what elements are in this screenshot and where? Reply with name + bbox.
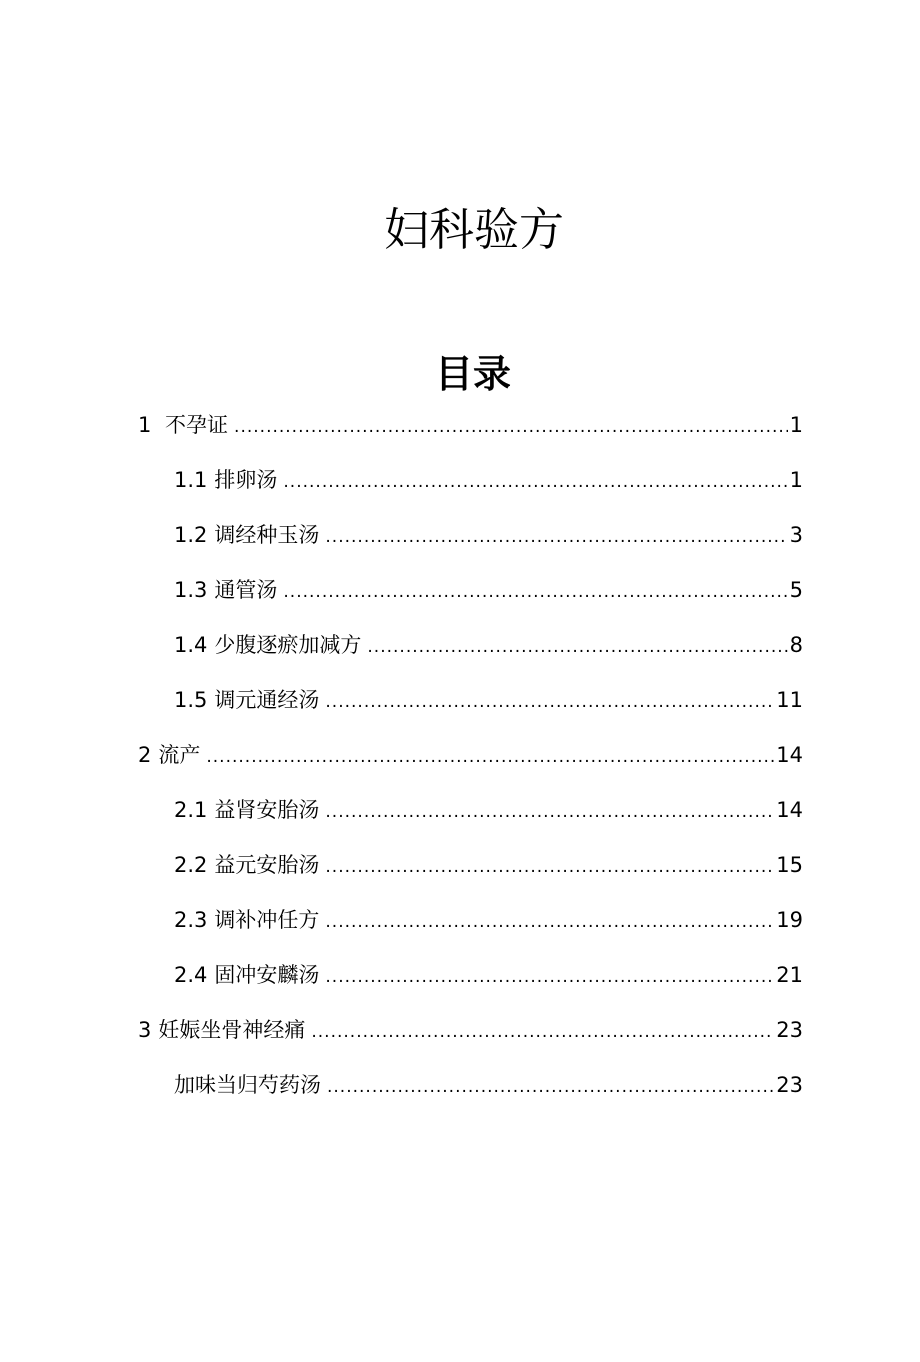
toc-entry-text bbox=[174, 848, 319, 882]
toc-entry-page: 1 bbox=[789, 468, 803, 492]
toc-entry-page: 21 bbox=[776, 963, 803, 987]
toc-entry-page: 23 bbox=[776, 1073, 803, 1097]
toc-entry-page: 23 bbox=[776, 1018, 803, 1042]
toc-dot-leader bbox=[325, 685, 774, 719]
toc-entry-2[interactable] bbox=[138, 738, 803, 793]
toc-entry-1-2[interactable] bbox=[138, 518, 803, 573]
toc-entry-number: 1 bbox=[138, 413, 159, 437]
toc-entry-title: 益肾安胎汤 bbox=[214, 798, 320, 822]
toc-entry-1[interactable] bbox=[138, 408, 803, 463]
toc-entry-title: 加味当归芍药汤 bbox=[174, 1073, 321, 1097]
toc-entry-number: 1.3 bbox=[174, 578, 208, 602]
toc-entry-text bbox=[174, 793, 319, 827]
toc-entry-number: 2.2 bbox=[174, 853, 208, 877]
toc-dot-leader bbox=[325, 850, 774, 884]
toc-entry-page: 8 bbox=[789, 633, 803, 657]
toc-entry-text bbox=[174, 463, 277, 497]
toc-entry-number: 2 bbox=[138, 743, 152, 767]
toc-entry-number: 1.2 bbox=[174, 523, 208, 547]
toc-dot-leader bbox=[283, 465, 787, 499]
toc-entry-title: 调经种玉汤 bbox=[214, 523, 320, 547]
toc-entry-title: 通管汤 bbox=[214, 578, 278, 602]
toc-entry-1-1[interactable] bbox=[138, 463, 803, 518]
toc-entry-3[interactable] bbox=[138, 1013, 803, 1068]
toc-entry-1-5[interactable] bbox=[138, 683, 803, 738]
toc-entry-number: 2.4 bbox=[174, 963, 208, 987]
toc-dot-leader bbox=[206, 740, 774, 774]
toc-entry-2-3[interactable] bbox=[138, 903, 803, 958]
toc-entry-text bbox=[174, 958, 319, 992]
toc-entry-text bbox=[174, 903, 319, 937]
toc-entry-page: 3 bbox=[789, 523, 803, 547]
toc-dot-leader bbox=[325, 905, 774, 939]
toc-entry-title: 少腹逐瘀加减方 bbox=[214, 633, 362, 657]
toc-dot-leader bbox=[367, 630, 787, 664]
toc-entry-page: 1 bbox=[789, 413, 803, 437]
toc-entry-page: 15 bbox=[776, 853, 803, 877]
toc-dot-leader bbox=[325, 795, 774, 829]
document-title: 妇科验方 bbox=[383, 203, 564, 256]
toc-entry-text bbox=[138, 1013, 305, 1047]
toc-entry-page: 11 bbox=[776, 688, 803, 712]
toc-entry-text bbox=[174, 518, 319, 552]
toc-entry-number: 2.1 bbox=[174, 798, 208, 822]
toc-entry-number: 2.3 bbox=[174, 908, 208, 932]
toc-entry-number: 1.4 bbox=[174, 633, 208, 657]
toc-heading: 目录 bbox=[434, 352, 511, 396]
toc-entry-page: 19 bbox=[776, 908, 803, 932]
toc-entry-number: 3 bbox=[138, 1018, 152, 1042]
toc-entry-2-1[interactable] bbox=[138, 793, 803, 848]
toc-entry-page: 14 bbox=[776, 743, 803, 767]
toc-entry-page: 5 bbox=[789, 578, 803, 602]
toc-entry-title: 益元安胎汤 bbox=[214, 853, 320, 877]
toc-entry-1-3[interactable] bbox=[138, 573, 803, 628]
toc-entry-number: 1.5 bbox=[174, 688, 208, 712]
toc-entry-text bbox=[174, 573, 277, 607]
toc-dot-leader bbox=[327, 1070, 774, 1104]
toc-dot-leader bbox=[325, 520, 787, 554]
toc-entry-text bbox=[174, 1068, 321, 1102]
toc-entry-title: 调补冲任方 bbox=[214, 908, 320, 932]
toc-entry-title: 流产 bbox=[158, 743, 201, 767]
toc-dot-leader bbox=[325, 960, 774, 994]
toc-entry-title: 不孕证 bbox=[165, 413, 229, 437]
toc-entry-2-4[interactable] bbox=[138, 958, 803, 1013]
toc-entry-1-4[interactable] bbox=[138, 628, 803, 683]
table-of-contents bbox=[138, 408, 803, 1123]
toc-entry-2-2[interactable] bbox=[138, 848, 803, 903]
toc-entry-text bbox=[174, 628, 361, 662]
toc-entry-title: 固冲安麟汤 bbox=[214, 963, 320, 987]
toc-dot-leader bbox=[311, 1015, 774, 1049]
toc-entry-text bbox=[138, 408, 228, 442]
toc-entry-number: 1.1 bbox=[174, 468, 208, 492]
toc-dot-leader bbox=[234, 410, 788, 444]
toc-entry-text bbox=[174, 683, 319, 717]
toc-entry-page: 14 bbox=[776, 798, 803, 822]
toc-entry-text bbox=[138, 738, 200, 772]
toc-entry-3-sub[interactable] bbox=[138, 1068, 803, 1123]
toc-entry-title: 妊娠坐骨神经痛 bbox=[158, 1018, 306, 1042]
toc-entry-title: 排卵汤 bbox=[214, 468, 278, 492]
toc-dot-leader bbox=[283, 575, 787, 609]
toc-entry-title: 调元通经汤 bbox=[214, 688, 320, 712]
